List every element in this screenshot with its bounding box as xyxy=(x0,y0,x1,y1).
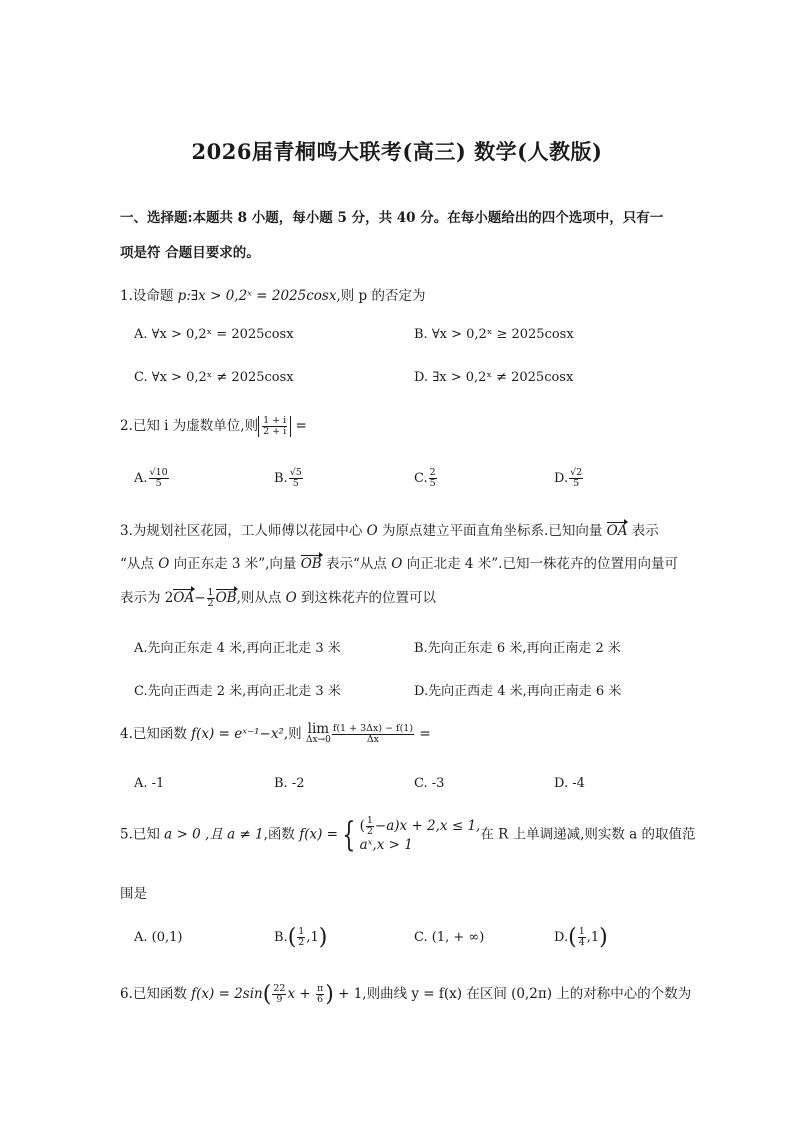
q2-option-b[interactable]: B. $\frac{√5}{5}$ xyxy=(274,467,302,489)
q1-prefix: 1.设命题 xyxy=(120,288,178,304)
q2-abs-value xyxy=(258,416,291,437)
question-5-stem: 5.已知 a > 0 ,且 a ≠ 1,函数 f(x) = { ( $\frac{1}{2}$ −a)x + 2,x ≤ 1, aˣ,x > 1 在 R 上单调递减,则实数 a 的取值范 xyxy=(120,815,696,855)
q4-fraction: $\frac{f(1 + 3\Delta x) - f(1)}{\Delta x}$ xyxy=(332,723,414,745)
q4-option-a[interactable]: A. -1 xyxy=(134,776,165,791)
question-3-line3: 表示为 2OA− $\frac{1}{2}$ OB,则从点 O 到这株花卉的位置可以 xyxy=(120,587,437,609)
question-3-line2: “从点 O 向正东走 3 米”,向量 OB 表示“从点 O 向正北走 4 米”.已知一株花卉的位置用向量可 xyxy=(120,556,678,572)
q3-option-c[interactable]: C.先向正西走 2 米,再向正北走 3 米 xyxy=(134,684,341,699)
q1-option-a[interactable]: A. ∀x > 0,2ˣ = 2025cosx xyxy=(134,327,294,342)
q5-option-c[interactable]: C. (1, + ∞) xyxy=(414,930,485,945)
q1-suffix: ,则 p 的否定为 xyxy=(336,288,426,304)
q2-option-a[interactable]: A. $\frac{√10}{5}$ xyxy=(134,467,168,489)
question-3-line1: 3.为规划社区花园，工人师傅以花园中心 O 为原点建立平面直角坐标系.已知向量 OA 表示 xyxy=(120,523,659,539)
q5-option-d[interactable]: D.( $\frac{1}{4}$ ,1) xyxy=(554,925,608,950)
question-2-stem xyxy=(120,414,307,437)
question-5-line2: 围是 xyxy=(120,886,147,902)
question-1-stem xyxy=(120,284,425,304)
q2-prefix: 2.已知 i 为虚数单位,则 xyxy=(120,418,259,434)
section-heading-line2: 项是符 合题目要求的。 xyxy=(120,245,260,261)
q3-option-a[interactable]: A.先向正东走 4 米,再向正北走 3 米 xyxy=(134,641,341,656)
q5-condition: a > 0 ,且 a ≠ 1 xyxy=(164,826,264,843)
q1-option-d[interactable]: D. ∃x > 0,2ˣ ≠ 2025cosx xyxy=(414,370,574,385)
q1-expression: p:∃x > 0,2ˣ = 2025cosx xyxy=(177,288,337,304)
question-6-stem: 6.已知函数 f(x) = 2sin( $\frac{22}{9}$ x + $\frac{\pi}{6}$ ) + 1,则曲线 y = f(x) 在区间 (0,2π) 上的对称中心的个数为 xyxy=(120,982,692,1007)
q2-option-d[interactable]: D. $\frac{√2}{5}$ xyxy=(554,467,583,489)
page-title: 2026届青桐鸣大联考(高三) 数学(人教版) xyxy=(191,139,603,164)
q5-option-a[interactable]: A. (0,1) xyxy=(134,930,183,945)
q1-option-c[interactable]: C. ∀x > 0,2ˣ ≠ 2025cosx xyxy=(134,370,294,385)
vector-ob: OB xyxy=(300,556,322,572)
q4-option-b[interactable]: B. -2 xyxy=(274,776,305,791)
vector-ob: OB xyxy=(215,590,237,606)
q5-piecewise: ( $\frac{1}{2}$ −a)x + 2,x ≤ 1, aˣ,x > 1 xyxy=(359,815,481,853)
q3-option-b[interactable]: B.先向正东走 6 米,再向正南走 2 米 xyxy=(414,641,621,656)
q3-half-fraction: $\frac{1}{2}$ xyxy=(207,587,214,609)
q4-limit: lim Δx→0 xyxy=(305,720,331,745)
q2-suffix: = xyxy=(291,418,307,434)
question-4-stem: 4.已知函数 f(x) = eˣ⁻¹−x²,则 lim Δx→0 $\frac{f(1 + 3\Delta x) - f(1)}{\Delta x}$ = xyxy=(120,720,431,745)
brace-icon: { xyxy=(342,815,356,855)
vector-oa: OA xyxy=(606,523,628,539)
q2-option-c[interactable]: C. $\frac{2}{5}$ xyxy=(414,467,436,489)
q5-option-b[interactable]: B.( $\frac{1}{2}$ ,1) xyxy=(274,925,328,950)
q3-option-d[interactable]: D.先向正西走 4 米,再向正南走 6 米 xyxy=(414,684,622,699)
q4-option-c[interactable]: C. -3 xyxy=(414,776,445,791)
vector-oa: OA xyxy=(173,590,195,606)
q2-fraction: $\frac{1 + i}{2 + i}$ xyxy=(263,415,287,437)
q1-option-b[interactable]: B. ∀x > 0,2ˣ ≥ 2025cosx xyxy=(414,327,574,342)
section-heading-line1: 一、选择题:本题共 8 小题，每小题 5 分，共 40 分。在每小题给出的四个选项中，只有一 xyxy=(120,210,664,226)
q4-function: f(x) = eˣ⁻¹−x² xyxy=(191,726,284,742)
q4-option-d[interactable]: D. -4 xyxy=(554,776,585,791)
